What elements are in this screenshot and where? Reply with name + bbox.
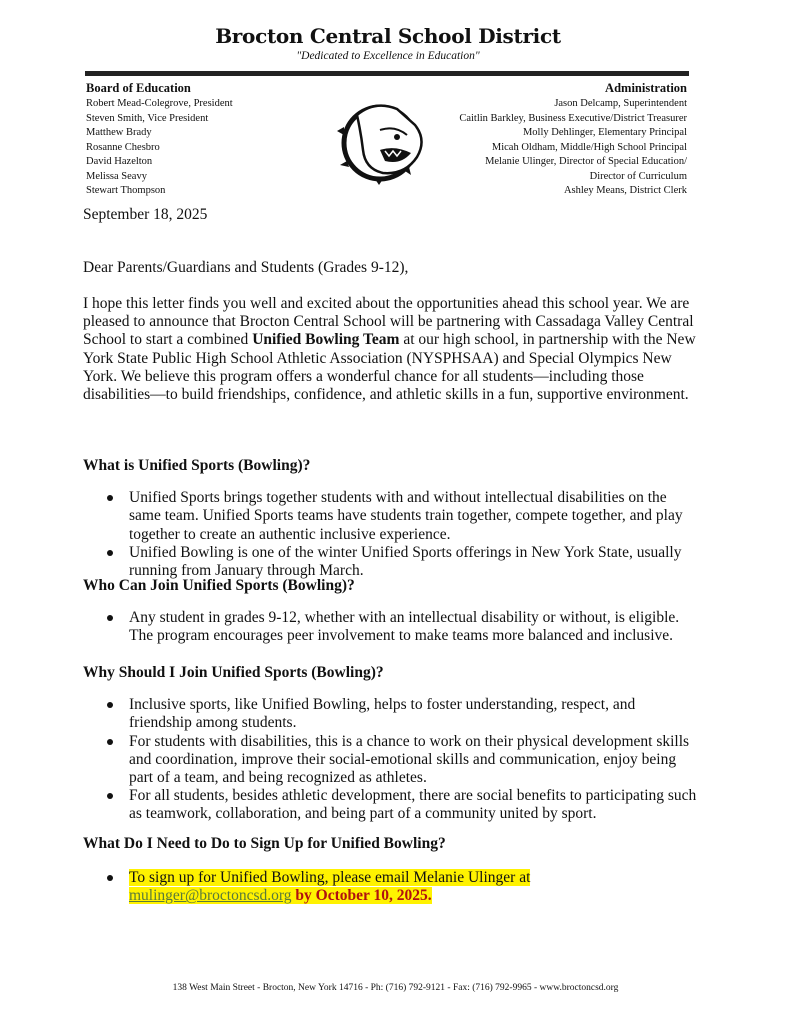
admin-heading: Administration <box>605 81 687 95</box>
admin-member: Director of Curriculum <box>589 170 687 182</box>
section-who-can-join <box>83 577 697 646</box>
tagline: "Dedicated to Excellence in Education" <box>296 50 480 62</box>
admin-member: Caitlin Barkley, Business Executive/District Treasurer <box>459 112 687 124</box>
section-heading: Why Should I Join Unified Sports (Bowling)? <box>83 664 384 681</box>
section-why-join <box>83 664 697 824</box>
section-what-is <box>83 457 697 580</box>
admin-member: Micah Oldham, Middle/High School Principal <box>491 141 687 153</box>
footer-address: 138 West Main Street - Brocton, New York 14716 - Ph: (716) 792-9121 - Fax: (716) 792-9965 - www.broctoncsd.org <box>172 983 619 993</box>
intro-bold: Unified Bowling Team <box>252 331 400 349</box>
section-sign-up <box>83 835 697 906</box>
section-heading: What is Unified Sports (Bowling)? <box>83 457 311 474</box>
board-heading: Board of Education <box>86 81 191 95</box>
header-divider <box>85 71 689 76</box>
admin-member: Molly Dehlinger, Elementary Principal <box>522 127 687 138</box>
signup-text: To sign up for Unified Bowling, please email Melanie Ulinger at <box>129 869 531 887</box>
board-member: Melissa Seavy <box>86 170 147 182</box>
board-member: Matthew Brady <box>86 127 152 138</box>
intro-text: at our high school, in partnership with the New York State Public High School Athletic Association (NYSPHSAA) and Special Olympics New York. We believe this program offers a wonderful chance for all students—including those disabilities—to build friendships, confidence, and athletic skills in a fun, supportive environment. <box>83 331 696 404</box>
bulldog-logo-icon <box>335 95 435 185</box>
bullet-item: Unified Bowling is one of the winter Unified Sports offerings in New York State, usually running from January through March. <box>129 544 697 580</box>
letter-date: September 18, 2025 <box>83 206 208 223</box>
board-member: Robert Mead-Colegrove, President <box>86 98 233 109</box>
signup-bullet <box>129 869 697 905</box>
bullet-item: Inclusive sports, like Unified Bowling, helps to foster understanding, respect, and friendship among students. <box>129 696 697 732</box>
board-member: Stewart Thompson <box>86 185 166 196</box>
bullet-item: For students with disabilities, this is a chance to work on their physical development skills and coordination, improve their social-emotional skills and communication, enjoy being part of a team, and being recognized as athletes. <box>129 733 697 788</box>
board-member: David Hazelton <box>86 156 153 167</box>
bullet-item: For all students, besides athletic development, there are social benefits to participating such as teamwork, collaboration, and being part of a community united by sport. <box>129 787 697 823</box>
section-heading: What Do I Need to Do to Sign Up for Unified Bowling? <box>83 835 446 852</box>
salutation: Dear Parents/Guardians and Students (Grades 9-12), <box>83 259 409 276</box>
admin-member: Ashley Means, District Clerk <box>563 185 687 196</box>
administration <box>459 80 687 199</box>
signup-email-link[interactable]: mulinger@broctoncsd.org <box>129 887 292 905</box>
board-of-education <box>86 80 233 199</box>
bullet-item: Any student in grades 9-12, whether with an intellectual disability or without, is eligible. The program encourages peer involvement to make teams more balanced and inclusive. <box>129 609 697 645</box>
admin-member: Jason Delcamp, Superintendent <box>554 98 687 109</box>
board-member: Steven Smith, Vice President <box>86 112 209 124</box>
section-heading: Who Can Join Unified Sports (Bowling)? <box>83 577 355 594</box>
district-name: Brocton Central School District <box>215 24 561 48</box>
intro-text: I hope this letter finds you well and excited about the opportunities ahead this school year. We are pleased to announce that Brocton Central School will be partnering with Cassadaga Valley Central School to start a combined <box>83 295 694 349</box>
board-member: Rosanne Chesbro <box>86 141 160 153</box>
signup-deadline: by October 10, 2025. <box>295 887 432 905</box>
bullet-item: Unified Sports brings together students with and without intellectual disabilities on the same team. Unified Sports teams have students train together, compete together, and play together to create an authentic inclusive experience. <box>129 489 697 544</box>
admin-member: Melanie Ulinger, Director of Special Education/ <box>485 156 687 167</box>
intro-paragraph <box>83 295 697 404</box>
